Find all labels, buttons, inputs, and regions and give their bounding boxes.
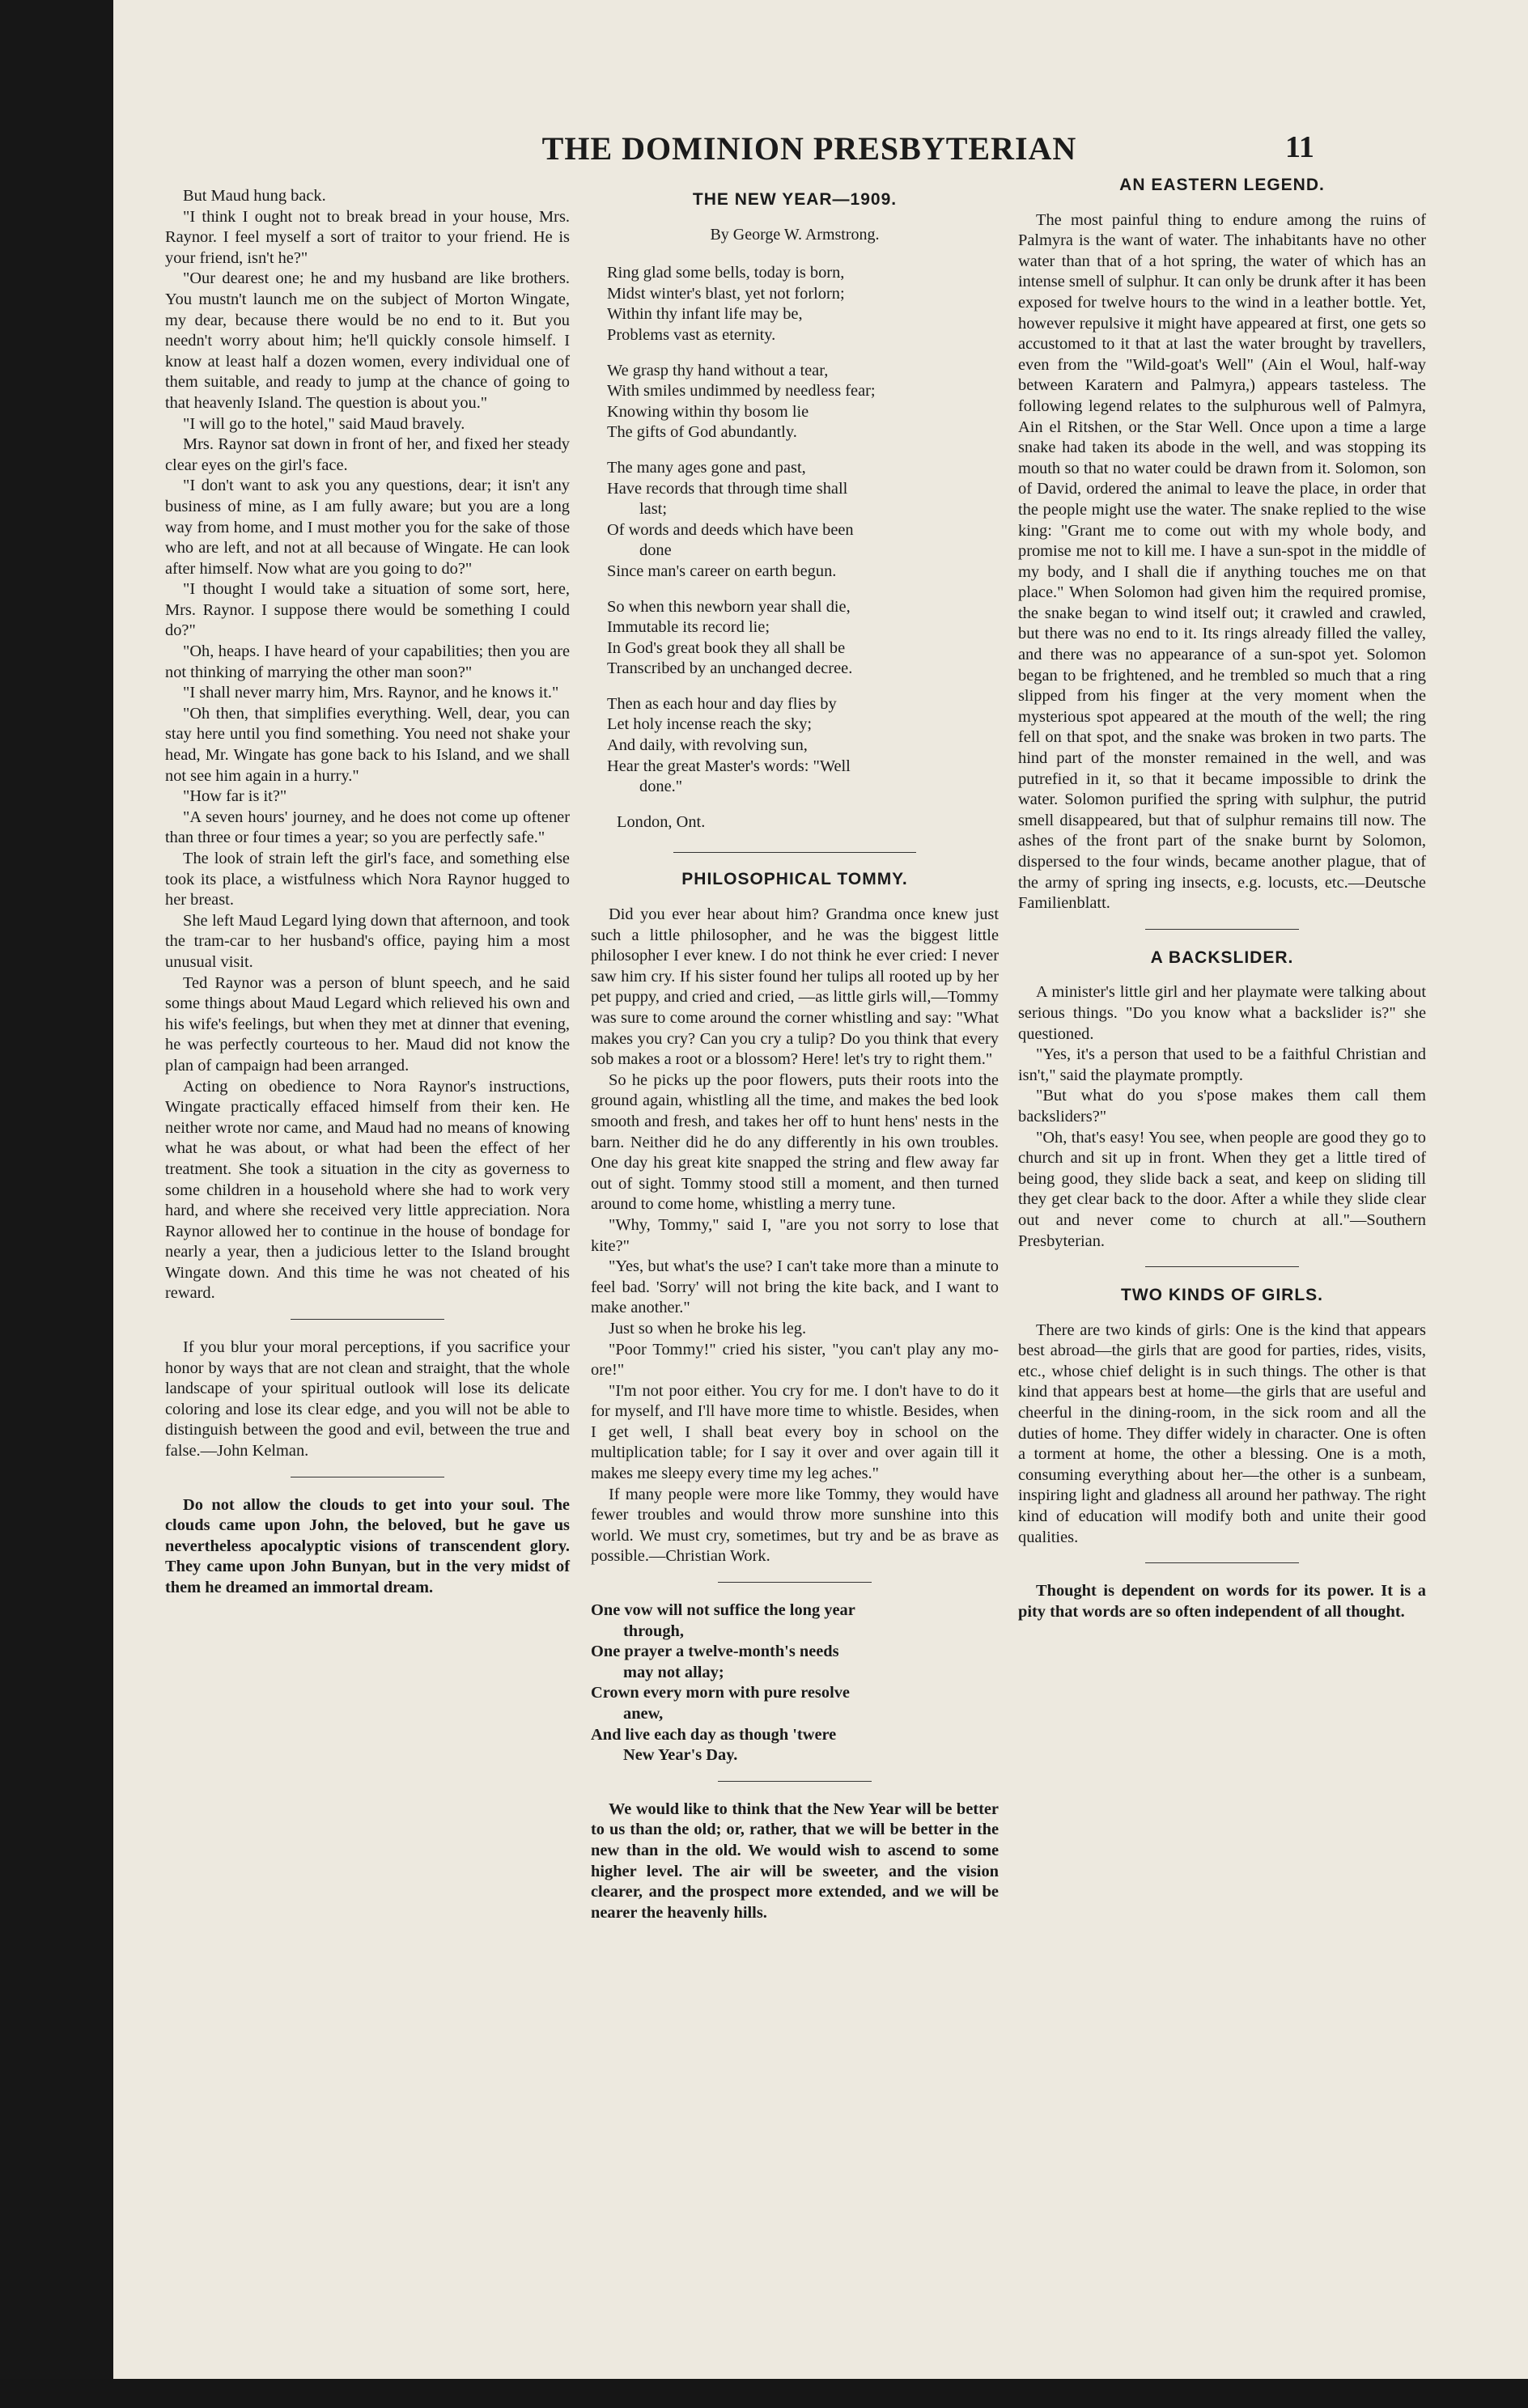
divider: [718, 1582, 872, 1583]
paragraph: If many people were more like Tommy, they would have fewer troubles and would throw more sunshine into this world. We must cry, sometimes, but try and be as brave as possible.—Christian Work.: [591, 1485, 999, 1566]
girls-text: There are two kinds of girls: One is the kind that appears best abroad—the girls that are good for parties, rides, visits, etc., whose chief delight is in such things. The other is that kind that appears best at home—the girls that are useful and cheerful in the dining-room, in the sick room and all the duties of home. They differ widely in character. One is often a torment at home, the other a blessing. One is a moth, consuming everything about her—the other is a sunbeam, inspiring light and gladness all around her pathway. The right kind of education will modify both and unite their good qualities.: [1018, 1321, 1426, 1546]
scan-left-border: [0, 0, 113, 2408]
column-1: [165, 186, 570, 1599]
poem-line: done.": [639, 778, 683, 796]
poem-line: With smiles undimmed by needless fear;: [607, 382, 876, 401]
paragraph: Mrs. Raynor sat down in front of her, and fixed her steady clear eyes on the girl's face.: [165, 435, 570, 474]
paragraph: Did you ever hear about him? Grandma once knew just such a little philosopher, and he was the biggest little philosopher I ever knew. I do not think he ever cried: I never saw him cry. If his sister found her tulips all rooted up by her pet puppy, and cried and cried, —as little girls will,—Tommy was sure to come around the corner whistling and say: "What makes you cry? Can you cry a tulip? Do you think that every sob makes a root or a blossom? Here! let's try to right them.": [591, 905, 999, 1069]
verse-line: New Year's Day.: [623, 1746, 738, 1765]
paragraph: So he picks up the poor flowers, puts their roots into the ground again, whistling all the time, and makes the bed look smooth and fresh, and takes her off to hunt hens' nests in the barn. Neither did he do any differently in his own troubles. One day his great kite snapped the string and flew away far out of sight. Tommy stood still a moment, and then turned around to come home, whistling a merry tune.: [591, 1070, 999, 1214]
poem-place: London, Ont.: [617, 812, 706, 831]
legend-text: The most painful thing to endure among the ruins of Palmyra is the want of water. The inhabitants have no other water than that of a hot spring, the water of which has an intense smell of sulphur. It can only be drunk after it has been exposed for twelve hours to the wind in a leather bottle. Yet, however repulsive it might have appeared at first, one gets so accustomed to it that at last the water brought by travellers, even from the "Wild-goat's Well" (Ain el Woul, half-way between Karatern and Palmyra,) appears tasteless. The following legend relates to the sulphurous well of Palmyra, Ain el Ritshen, or the Star Well. Once upon a time a large snake had taken its abode in the well, and was stopping its mouth so that no water could be drawn from it. Solomon, son of David, ordered the animal to leave the place, in order that the people might use the water. The snake replied to the wise king: "Grant me to come out with my whole body, and promise me not to kill me. I have a sun-spot in the middle of my body, and I shall die if anything touches me on that place." When Solomon had given him the required promise, the snake began to wind itself out; it crawled and crawled, but there was no end to it. Its rings already filled the valley, and there was no appearance of a sun-spot yet. Solomon began to be frightened, and he trembled so much that a ring slipped from his finger at the very moment when the mysterious spot appeared at the mouth of the well; the ring fell on that spot, and the snake was broken in two parts. The hind part of the monster remained in the well, and was putrefied in it, so that it became impossible to drink the water. Solomon purified the spring with sulphur, the putrid smell disappeared, but that of sulphur remains till now. The ashes of the front part of the snake burnt by Solomon, dispersed to the four winds, became another plague, that of the army of spring ing insects, e.g. locusts, etc.—Deutsche Familienblatt.: [1018, 210, 1426, 913]
girls-title: TWO KINDS OF GIRLS.: [1121, 1286, 1323, 1305]
paragraph: "Why, Tommy," said I, "are you not sorry to lose that kite?": [591, 1215, 999, 1255]
paragraph: "I thought I would take a situation of some sort, here, Mrs. Raynor. I suppose there would be something I could do?": [165, 580, 570, 640]
poem-line: Have records that through time shall: [607, 479, 848, 498]
paragraph: "Our dearest one; he and my husband are like brothers. You mustn't launch me on the subject of Morton Wingate, my dear, because there would be no end to it. But you needn't worry about him; he'll quickly console himself. I know at least half a dozen women, every individual one of them suitable, and ready to jump at the chance of going to that heavenly Island. The question is about you.": [165, 269, 570, 412]
poem-line: The gifts of God abundantly.: [607, 423, 797, 442]
tommy-story: [591, 905, 999, 1567]
poem-byline: By George W. Armstrong.: [710, 225, 880, 244]
poem-line: Within thy infant life may be,: [607, 305, 803, 324]
masthead: THE DOMINION PRESBYTERIAN: [541, 130, 1077, 167]
poem-line: Since man's career on earth begun.: [607, 562, 837, 580]
backslider-story: [1018, 982, 1426, 1252]
poem-line: Midst winter's blast, yet not forlorn;: [607, 284, 845, 303]
stanza: [607, 597, 999, 680]
poem-line: Problems vast as eternity.: [607, 325, 776, 344]
clouds-paragraph: Do not allow the clouds to get into your soul. The clouds came upon John, the beloved, but he gave us nevertheless apocalyptic visions of transcendent glory. They came upon John Bunyan, but in the very midst of them he dreamed an immortal dream.: [165, 1495, 570, 1596]
verse-line: One prayer a twelve-month's needs: [591, 1643, 839, 1661]
paragraph: She left Maud Legard lying down that afternoon, and took the tram-car to her husband's office, paying him a most unusual visit.: [165, 911, 570, 971]
paragraph: But Maud hung back.: [183, 187, 326, 205]
verse-line: anew,: [623, 1705, 664, 1723]
paragraph: "Oh, that's easy! You see, when people are good they go to church and sit up in front. When they get a little tired of being good, they slide back a seat, and keep on sliding till they get clear back to the door. After a while they slide clear out and never come to church at all."—Southern Presbyterian.: [1018, 1128, 1426, 1250]
poem-title: THE NEW YEAR—1909.: [692, 190, 898, 209]
poem-line: Immutable its record lie;: [607, 618, 770, 637]
paragraph: "Poor Tommy!" cried his sister, "you can't play any mo-ore!": [591, 1340, 999, 1380]
paragraph: "But what do you s'pose makes them call them backsliders?": [1018, 1087, 1426, 1126]
divider: [1145, 1266, 1299, 1267]
poem-line: Knowing within thy bosom lie: [607, 402, 809, 421]
paragraph: Acting on obedience to Nora Raynor's instructions, Wingate practically effaced himself from their ken. He neither wrote nor came, and Maud had no means of knowing what he was about, or what had been the effect of her treatment. She took a situation in the city as governess to some children in a household where she had to work very hard, and where she received very little appreciation. Nora Raynor allowed her to continue in the house of bondage for nearly a year, then a judicious letter to the Island brought Wingate down. And this time he was not cheated of his reward.: [165, 1077, 570, 1303]
divider: [1145, 1562, 1299, 1563]
poem-line: So when this newborn year shall die,: [607, 597, 851, 616]
paragraph: "Yes, but what's the use? I can't take more than a minute to feel bad. 'Sorry' will not bring the kite back, and I want to make another.": [591, 1257, 999, 1317]
closing-paragraph: We would like to think that the New Year will be better to us than the old; or, rather, that we will be better in the new than in the old. We would wish to ascend to some higher level. The air will be sweeter, and the vision clearer, and the prospect more extended, and we will be nearer the heavenly hills.: [591, 1800, 999, 1922]
kelman-paragraph: If you blur your moral perceptions, if you sacrifice your honor by ways that are not clean and straight, that the whole landscape of your spiritual outlook will lose its delicate coloring and lose its clear edge, and you will not be able to distinguish between the good and evil, between the true and false.—John Kelman.: [165, 1338, 570, 1460]
paragraph: "I don't want to ask you any questions, dear; it isn't any business of mine, as I am fully aware; but you are a long way from home, and I must mother you for the sake of those who are left, and not at all because of Wingate. He can look after himself. Now what are you going to do?": [165, 477, 570, 578]
poem-line: Transcribed by an unchanged decree.: [607, 659, 853, 678]
story-continuation: [165, 186, 570, 1304]
verse-line: through,: [623, 1622, 684, 1640]
poem-line: In God's great book they all shall be: [607, 638, 846, 657]
paragraph: The look of strain left the girl's face, and something else took its place, a wistfulness which Nora Raynor hugged to her breast.: [165, 850, 570, 909]
paragraph: "I shall never marry him, Mrs. Raynor, and he knows it.": [183, 684, 559, 702]
verse-line: One vow will not suffice the long year: [591, 1601, 855, 1620]
paragraph: "How far is it?": [183, 787, 287, 806]
divider: [718, 1781, 872, 1782]
stanza: [607, 361, 999, 443]
verse-line: And live each day as though 'twere: [591, 1725, 837, 1744]
poem-stanzas: [591, 263, 999, 798]
poem-line: Hear the great Master's words: "Well: [607, 757, 851, 775]
paragraph: "I think I ought not to break bread in your house, Mrs. Raynor. I feel myself a sort of traitor to your friend. He is your friend, isn't he?": [165, 207, 570, 267]
backslider-title: A BACKSLIDER.: [1150, 948, 1294, 967]
divider: [1145, 929, 1299, 930]
legend-title: AN EASTERN LEGEND.: [1119, 176, 1325, 194]
tommy-title: PHILOSOPHICAL TOMMY.: [681, 870, 908, 889]
page-number: 11: [1285, 130, 1314, 164]
verse-line: Crown every morn with pure resolve: [591, 1684, 850, 1702]
poem-line: last;: [639, 500, 667, 519]
poem-line: Of words and deeds which have been: [607, 520, 854, 539]
poem-line: done: [639, 541, 672, 560]
stanza: [607, 694, 999, 798]
column-2: [591, 184, 999, 1923]
paragraph: "Yes, it's a person that used to be a faithful Christian and isn't," said the playmate promptly.: [1018, 1045, 1426, 1084]
paragraph: "A seven hours' journey, and he does not come up oftener than three or four times a year; so you are perfectly safe.": [165, 808, 570, 847]
poem-line: Ring glad some bells, today is born,: [607, 264, 845, 282]
poem-line: Then as each hour and day flies by: [607, 694, 837, 713]
poem-line: The many ages gone and past,: [607, 458, 806, 477]
column-3: [1018, 170, 1426, 1622]
poem-line: Let holy incense reach the sky;: [607, 715, 813, 734]
paragraph: A minister's little girl and her playmate were talking about serious things. "Do you know what a backslider is?" she questioned.: [1018, 983, 1426, 1043]
poem-line: We grasp thy hand without a tear,: [607, 361, 829, 379]
stanza: [607, 263, 999, 346]
paragraph: "Oh, heaps. I have heard of your capabilities; then you are not thinking of marrying the other man soon?": [165, 642, 570, 681]
paragraph: "Oh then, that simplifies everything. Well, dear, you can stay here until you find something. You need not shake your head, Mr. Wingate has gone back to his Island, and we shall not see him again in a hurry.": [165, 704, 570, 785]
divider: [291, 1319, 444, 1320]
scan-bottom-border: [0, 2379, 1528, 2408]
new-year-verse: [591, 1600, 999, 1766]
paragraph: "I will go to the hotel," said Maud bravely.: [183, 414, 465, 433]
paragraph: "I'm not poor either. You cry for me. I don't have to do it for myself, and I'll have more time to whistle. Besides, when I get well, I shall beat every boy in school on the multiplication table; for I say it over and over again till it makes me sleepy every time my leg aches.": [591, 1381, 999, 1483]
paragraph: Ted Raynor was a person of blunt speech, and he said some things about Maud Legard which relieved his own and his wife's feelings, but when they met at dinner that evening, he was perfectly courteous to her. Maud did not know the plan of campaign had been arranged.: [165, 973, 570, 1075]
stanza: [607, 458, 999, 583]
verse-line: may not allay;: [623, 1663, 724, 1681]
paragraph: Just so when he broke his leg.: [609, 1319, 807, 1338]
newspaper-page: [113, 0, 1528, 2408]
thought-paragraph: Thought is dependent on words for its power. It is a pity that words are so often independent of all thought.: [1018, 1582, 1426, 1621]
poem-line: And daily, with revolving sun,: [607, 736, 808, 755]
divider: [673, 852, 916, 853]
